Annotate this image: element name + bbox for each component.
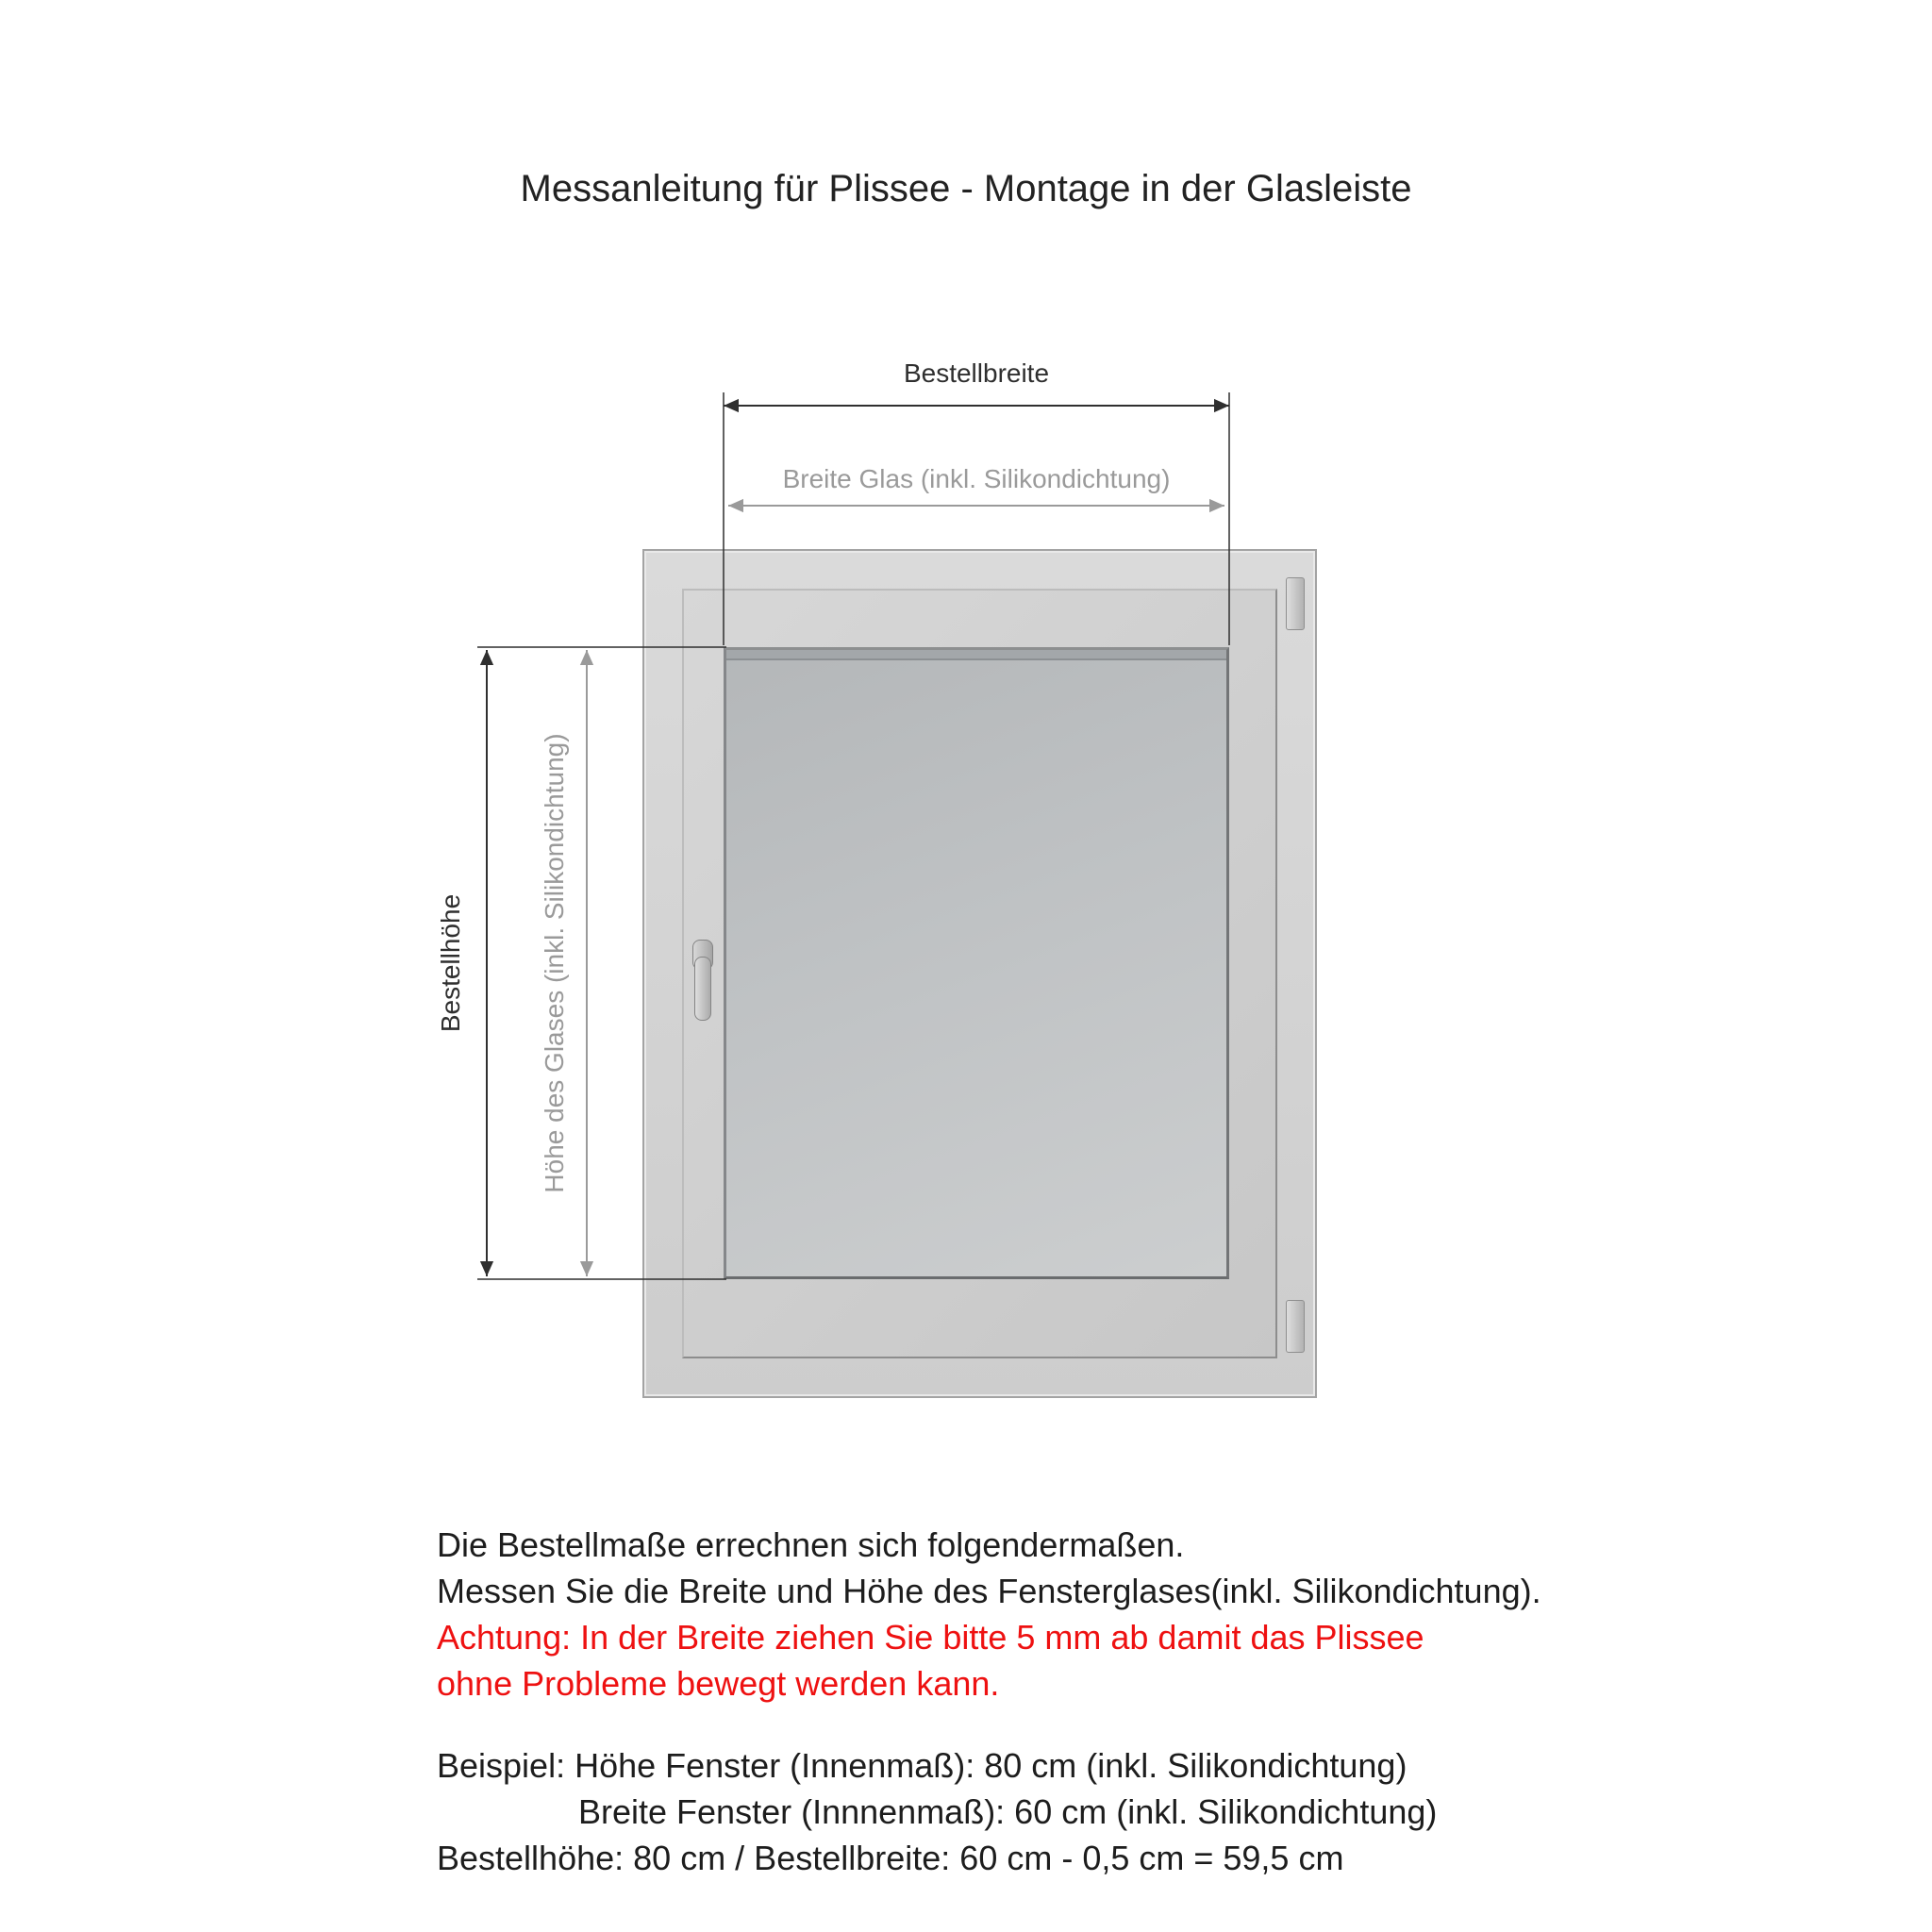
instruction-example-line-2: Breite Fenster (Innnenmaß): 60 cm (inkl. Silikondichtung) xyxy=(578,1792,1438,1831)
glazing-bead-top xyxy=(726,650,1226,660)
instruction-warning-line-1: Achtung: In der Breite ziehen Sie bitte 5 mm ab damit das Plissee xyxy=(437,1618,1424,1657)
hinge-bottom-icon xyxy=(1286,1300,1305,1353)
instruction-intro-line-1: Die Bestellmaße errechnen sich folgendermaßen. xyxy=(437,1525,1185,1564)
page-title: Messanleitung für Plissee - Montage in der Glasleiste xyxy=(520,168,1412,209)
instruction-example-line-3: Bestellhöhe: 80 cm / Bestellbreite: 60 cm - 0,5 cm = 59,5 cm xyxy=(437,1839,1344,1877)
instruction-warning-line-2: ohne Probleme bewegt werden kann. xyxy=(437,1664,1000,1703)
instruction-intro-line-2: Messen Sie die Breite und Höhe des Fensterglases(inkl. Silikondichtung). xyxy=(437,1572,1541,1610)
instruction-example-line-1: Beispiel: Höhe Fenster (Innenmaß): 80 cm (inkl. Silikondichtung) xyxy=(437,1746,1407,1785)
glass-height-label: Höhe des Glases (inkl. Silikondichtung) xyxy=(540,733,569,1193)
order-height-label: Bestellhöhe xyxy=(436,893,465,1033)
order-width-label: Bestellbreite xyxy=(903,358,1050,388)
instruction-text-block xyxy=(437,1522,1757,1881)
window-glass xyxy=(724,647,1229,1279)
window-handle xyxy=(690,940,714,1023)
text-spacer xyxy=(437,1707,1757,1742)
window-handle-lever xyxy=(694,957,711,1021)
hinge-top-icon xyxy=(1286,577,1305,630)
glass-width-label: Breite Glas (inkl. Silikondichtung) xyxy=(782,464,1171,493)
